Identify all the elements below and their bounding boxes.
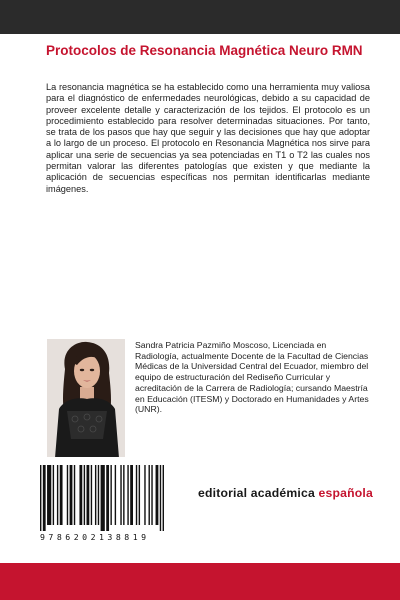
barcode-bar bbox=[91, 465, 92, 525]
bottom-red-band bbox=[0, 563, 400, 600]
publisher-name-accent: española bbox=[318, 486, 373, 500]
top-dark-band bbox=[0, 0, 400, 34]
barcode-bar bbox=[110, 465, 111, 525]
barcode-bar bbox=[144, 465, 145, 525]
barcode-bars bbox=[40, 465, 164, 531]
publisher-logo bbox=[198, 486, 373, 500]
barcode-bar bbox=[136, 465, 137, 525]
barcode-bar bbox=[123, 465, 124, 525]
barcode-bar bbox=[87, 465, 90, 525]
barcode-bar bbox=[98, 465, 99, 525]
barcode-bar bbox=[156, 465, 159, 525]
isbn-number: 9786202138819 bbox=[40, 532, 150, 542]
isbn-barcode bbox=[32, 457, 172, 557]
barcode-bar bbox=[106, 465, 109, 531]
barcode-bar bbox=[130, 465, 133, 525]
barcode-bar bbox=[101, 465, 105, 531]
barcode-bar bbox=[40, 465, 41, 531]
barcode-bar bbox=[67, 465, 68, 525]
barcode-bar bbox=[95, 465, 96, 525]
barcode-bar bbox=[127, 465, 128, 525]
barcode-bar bbox=[57, 465, 58, 525]
barcode-bar bbox=[47, 465, 51, 525]
barcode-bar bbox=[60, 465, 63, 525]
barcode-bar bbox=[43, 465, 46, 531]
barcode-bar bbox=[160, 465, 161, 531]
author-bio: Sandra Patricia Pazmiño Moscoso, Licenciada en Radiología, actualmente Docente de la Facultad de Ciencias Médicas de la Universidad Central del Ecuador, miembro del equipo de estructuración del Rediseño Curricular y acreditación de la Carrera de Radiología; cursando Maestría en Educación (ITESM) y Doctorado en Humanidades y Artes (UNR). bbox=[135, 340, 369, 415]
barcode-bar bbox=[120, 465, 121, 525]
barcode-bar bbox=[70, 465, 73, 525]
book-description: La resonancia magnética se ha establecido como una herramienta muy valiosa para el diagnóstico de enfermedades neurológicas, debido a su capacidad de proveer excelente detalle y caracterización de los tejidos. El protocolo es un procedimiento establecido para resolver determinadas situaciones. Por tanto, se trata de los pasos que hay que seguir y las decisiones que hay que adoptar a lo largo de un proceso. El protocolo en Resonancia Magnética nos sirve para aplicar una serie de secuencias ya sea potenciadas en T1 o T2 las cuales nos permitan valorar las diferentes patologías que existen y que mediante la aplicación de secuencias específicas nos permitan identificarlas mediante imágenes. bbox=[46, 82, 370, 194]
barcode-bar bbox=[115, 465, 116, 525]
author-photo bbox=[47, 339, 125, 458]
author-portrait-image bbox=[47, 339, 125, 458]
barcode-bar bbox=[149, 465, 150, 525]
barcode-bar bbox=[139, 465, 140, 525]
barcode-bar bbox=[79, 465, 82, 525]
publisher-name: editorial académica bbox=[198, 486, 315, 500]
barcode-bar bbox=[74, 465, 75, 525]
book-title: Protocolos de Resonancia Magnética Neuro RMN bbox=[46, 43, 363, 58]
barcode-bar bbox=[151, 465, 152, 525]
barcode-bar bbox=[53, 465, 54, 525]
barcode-bar bbox=[84, 465, 85, 525]
barcode-bar bbox=[163, 465, 164, 531]
